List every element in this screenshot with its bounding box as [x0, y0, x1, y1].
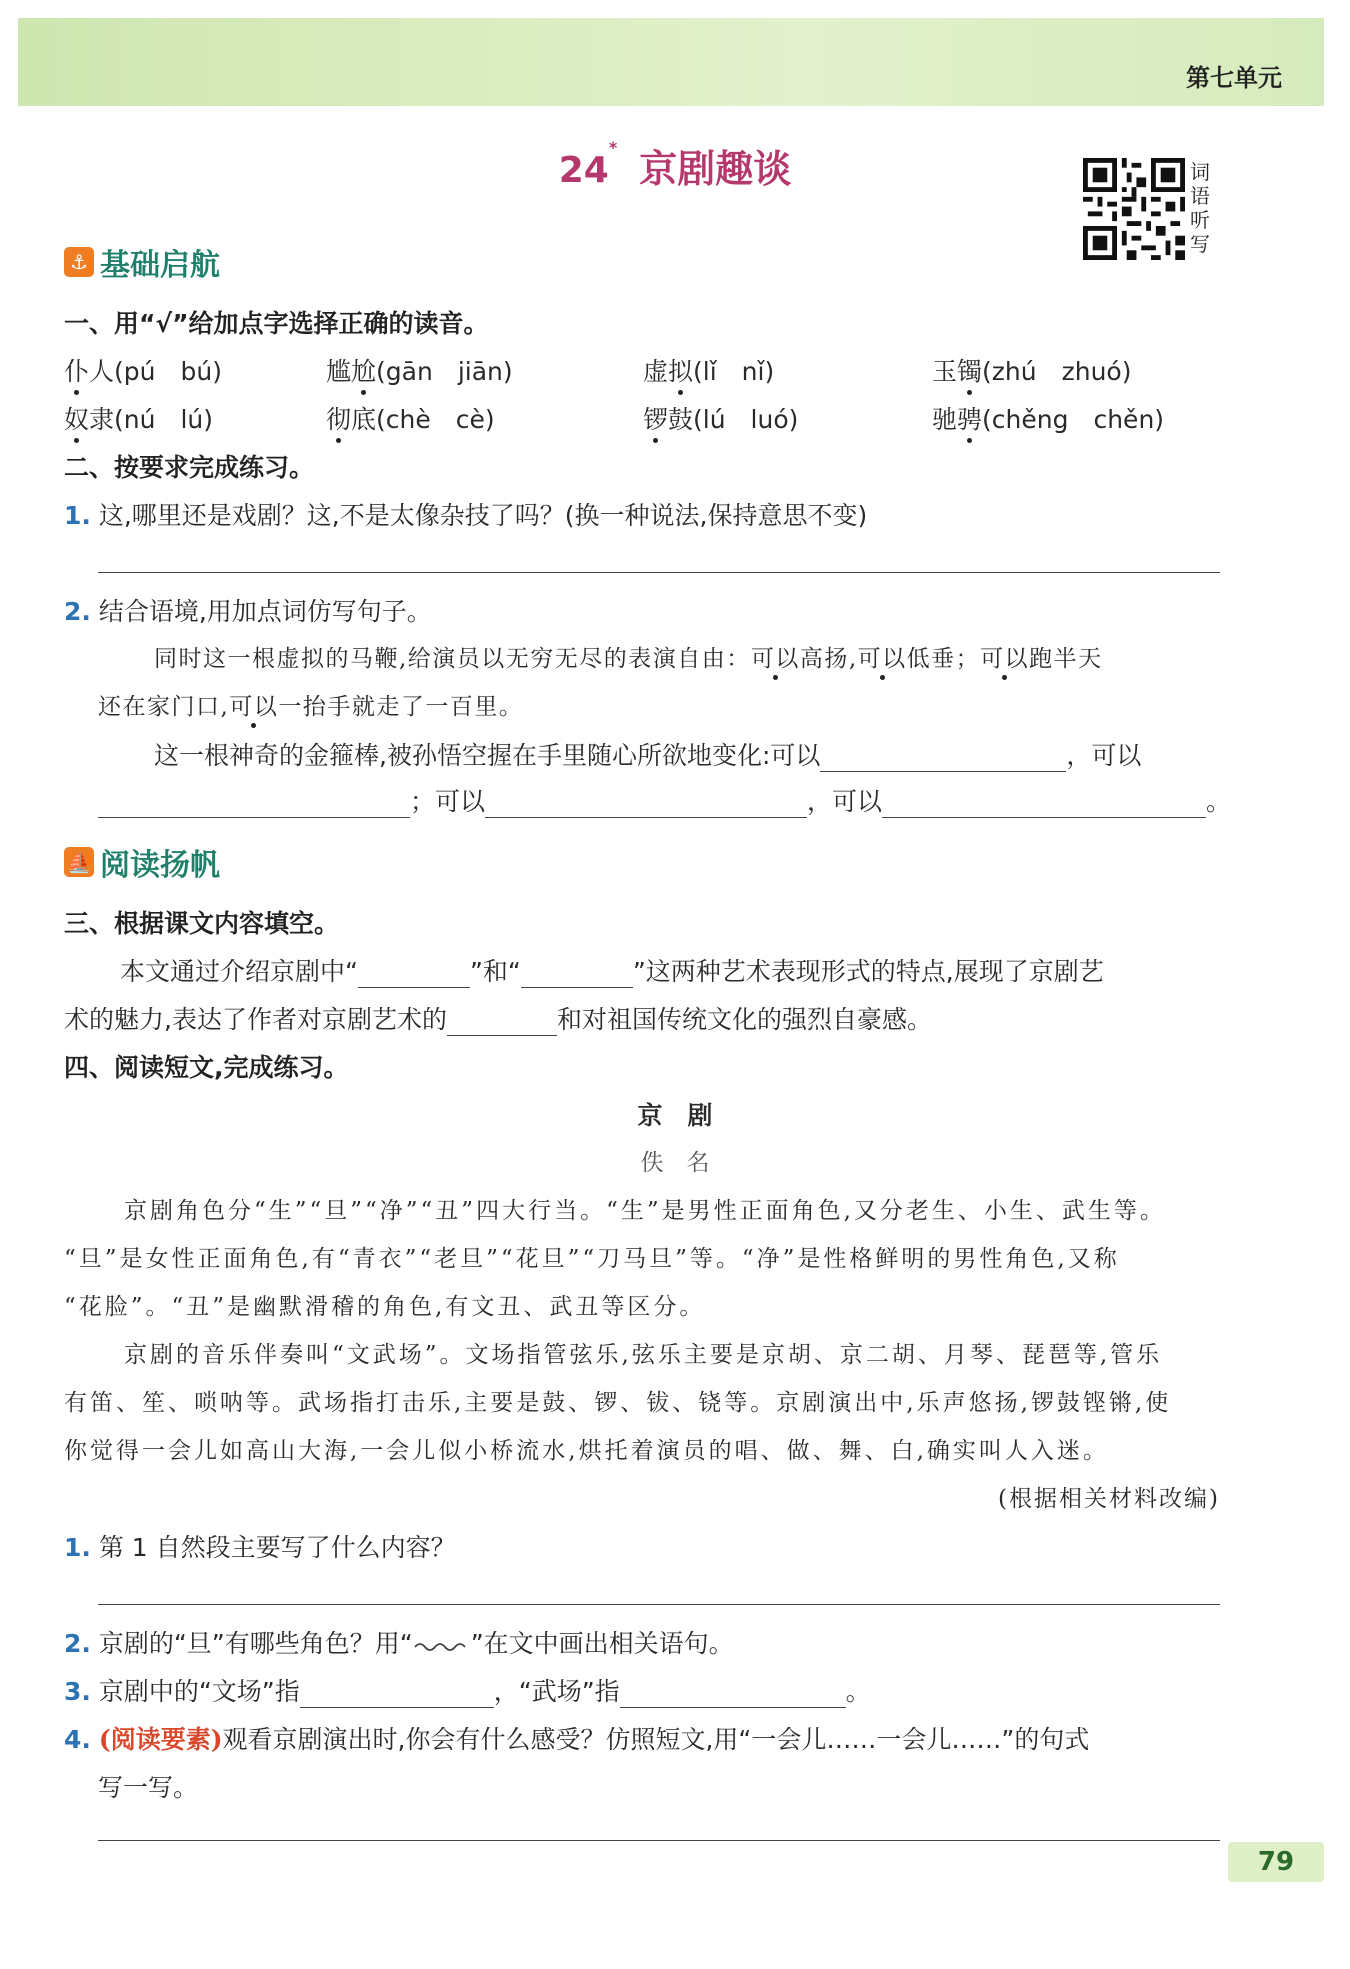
lesson-mark: * [608, 138, 618, 157]
answer-blank[interactable] [521, 957, 633, 988]
answer-line[interactable] [98, 1840, 1220, 1841]
header-band [18, 18, 1324, 106]
pinyin-item[interactable]: 奴隶(nú lú) [64, 400, 213, 436]
article-para1-line3: “花脸”。“丑”是幽默滑稽的角色,有文丑、武丑等区分。 [64, 1294, 706, 1320]
answer-blank[interactable] [882, 787, 1206, 818]
q4-heading: 四、阅读短文,完成练习。 [64, 1053, 349, 1082]
q2-sub1: 1. 这,哪里还是戏剧？这,不是太像杂技了吗？(换一种说法,保持意思不变) [64, 501, 868, 530]
q4-sub3: 3. 京剧中的“文场”指 ，“武场”指 。 [64, 1677, 871, 1706]
answer-line[interactable] [98, 572, 1220, 573]
example-sentence-line1: 同时这一根虚拟的马鞭,给演员以无穷无尽的表演自由：可以高扬,可以低垂；可以跑半天 [154, 640, 1103, 673]
answer-blank[interactable] [447, 1005, 557, 1036]
article-para1-line2: “旦”是女性正面角色,有“青衣”“老旦”“花旦”“刀马旦”等。“净”是性格鲜明的男性角色,又称 [64, 1246, 1120, 1272]
answer-blank[interactable] [485, 787, 807, 818]
q4-sub4: 4. (阅读要素)观看京剧演出时,你会有什么感受？仿照短文,用“一会儿……一会儿……”的句式 [64, 1725, 1090, 1754]
answer-blank[interactable] [98, 787, 410, 818]
qr-code-icon[interactable] [1083, 158, 1185, 260]
answer-blank[interactable] [620, 1677, 846, 1708]
pinyin-item[interactable]: 玉镯(zhú zhuó) [932, 352, 1131, 388]
anchor-icon: ⚓ [64, 247, 94, 277]
section-reading-title: ⛵ 阅读扬帆 [64, 840, 220, 884]
imitation-prompt: 这一根神奇的金箍棒,被孙悟空握在手里随心所欲地变化:可以 ，可以 [154, 741, 1142, 770]
pinyin-item[interactable]: 虚拟(lǐ nǐ) [643, 352, 774, 388]
imitation-line2: ；可以 ，可以 。 [98, 782, 1231, 818]
q4-sub1: 1. 第 1 自然段主要写了什么内容？ [64, 1533, 456, 1562]
answer-line[interactable] [98, 1604, 1220, 1605]
sail-icon: ⛵ [64, 847, 94, 877]
article-source: (根据相关材料改编) [998, 1486, 1220, 1512]
pinyin-item[interactable]: 仆人(pú bú) [64, 352, 222, 388]
q3-line1: 本文通过介绍京剧中“ ”和“ ”这两种艺术表现形式的特点,展现了京剧艺 [120, 957, 1104, 986]
q4-sub2: 2. 京剧的“旦”有哪些角色？用“ ”在文中画出相关语句。 [64, 1629, 734, 1658]
answer-blank[interactable] [300, 1677, 494, 1708]
answer-blank[interactable] [820, 741, 1066, 772]
article-title: 京 剧 [637, 1101, 713, 1130]
page-number: 79 [1228, 1842, 1324, 1882]
q4-sub4-line2: 写一写。 [98, 1773, 199, 1802]
section-basics-title: ⚓ 基础启航 [64, 240, 220, 284]
q1-heading: 一、用“√”给加点字选择正确的读音。 [64, 309, 489, 338]
q2-sub2: 2. 结合语境,用加点词仿写句子。 [64, 597, 432, 626]
q3-line2: 术的魅力,表达了作者对京剧艺术的 和对祖国传统文化的强烈自豪感。 [64, 1005, 932, 1034]
lesson-name: 京剧趣谈 [639, 147, 792, 191]
article-para2-line1: 京剧的音乐伴奏叫“文武场”。文场指管弦乐,弦乐主要是京胡、京二胡、月琴、琵琶等,管乐 [124, 1342, 1163, 1368]
wavy-line-icon [413, 1638, 471, 1652]
pinyin-item[interactable]: 锣鼓(lú luó) [643, 400, 798, 436]
article-para2-line3: 你觉得一会儿如高山大海,一会儿似小桥流水,烘托着演员的唱、做、舞、白,确实叫人入迷。 [64, 1438, 1109, 1464]
pinyin-item[interactable]: 驰骋(chěng chěn) [932, 400, 1164, 436]
q3-heading: 三、根据课文内容填空。 [64, 909, 340, 938]
article-para1-line1: 京剧角色分“生”“旦”“净”“丑”四大行当。“生”是男性正面角色,又分老生、小生、武生等。 [124, 1198, 1166, 1224]
unit-label: 第七单元 [1186, 64, 1282, 92]
example-sentence-line2: 还在家门口,可以一抬手就走了一百里。 [98, 688, 523, 721]
pinyin-item[interactable]: 彻底(chè cè) [326, 400, 495, 436]
q2-heading: 二、按要求完成练习。 [64, 453, 315, 482]
qr-label: 词 语 听 写 [1190, 160, 1210, 256]
article-author: 佚 名 [640, 1150, 710, 1176]
answer-blank[interactable] [358, 957, 470, 988]
article-para2-line2: 有笛、笙、唢呐等。武场指打击乐,主要是鼓、锣、钹、铙等。京剧演出中,乐声悠扬,锣鼓铿锵,使 [64, 1390, 1172, 1416]
lesson-number: 24 [558, 150, 609, 191]
pinyin-item[interactable]: 尴尬(gān jiān) [326, 352, 513, 388]
